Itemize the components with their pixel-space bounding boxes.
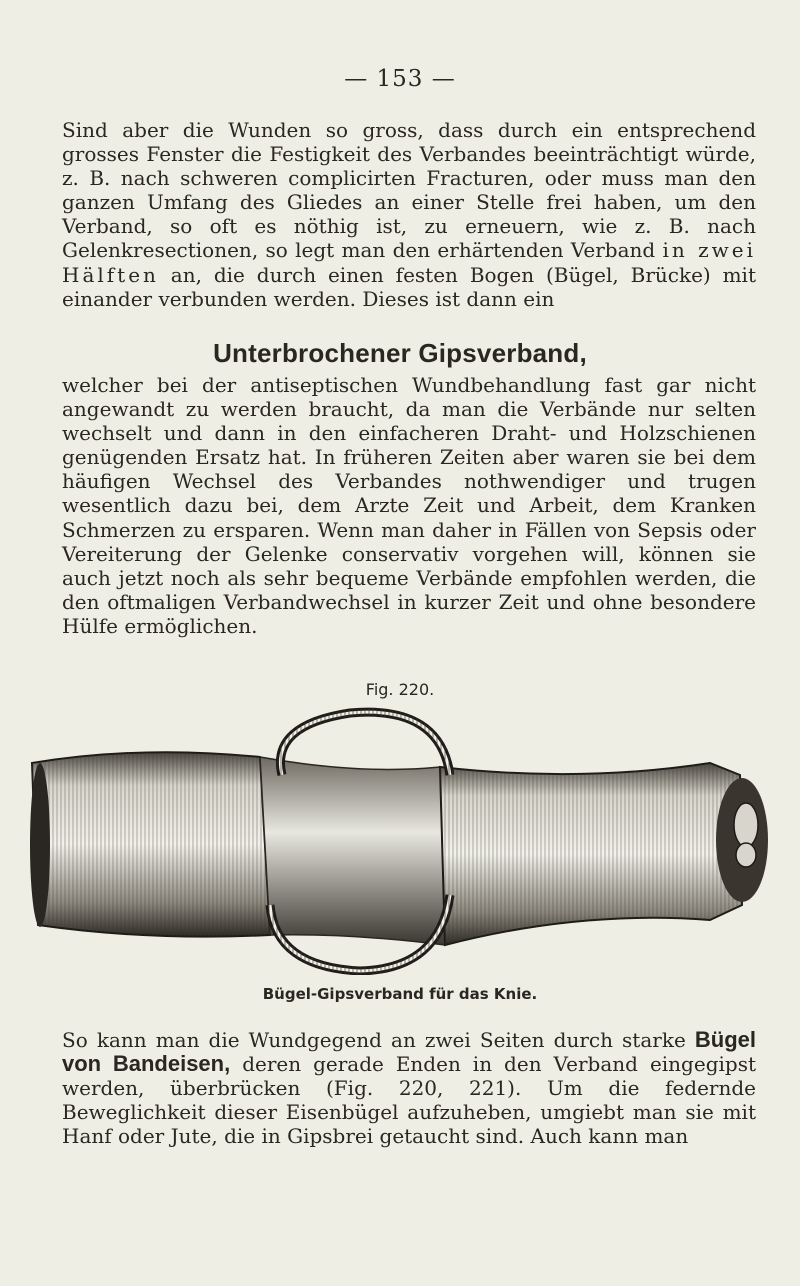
paragraph-3 (62, 1028, 756, 1148)
paragraph-3-text-a: So kann man die Wundgegend an zwei Seiten durch starke (62, 1028, 695, 1052)
section-heading: Unterbrochener Gipsverband, (213, 338, 587, 368)
right-cast-half (440, 763, 768, 945)
figure-caption: Bügel-Gipsverband für das Knie. (262, 985, 538, 1003)
figure-label: Fig. 220. (365, 680, 435, 699)
paragraph-1-spaced-text: in zwei Hälften (62, 238, 756, 287)
paragraph-1-text-b: an, die durch einen festen Bogen (Bügel, Brücke) mit einander verbunden werden. Dieses ist dann ein (62, 262, 756, 311)
paragraph-1 (62, 118, 756, 311)
left-cast-half (30, 752, 270, 936)
paragraph-2: welcher bei der antiseptischen Wundbehandlung fast gar nicht angewandt zu werden braucht, da man die Verbände nur selten wechselt und dann in den einfacheren Draht- und Holzschienen genügenden Ersatz hat. In früheren Zeiten aber waren sie bei dem häufigen Wechsel des Verbandes nothwendiger und trugen wesentlich dazu bei, dem Arzte Zeit und Arbeit, dem Kranken Schmerzen zu ersparen. Wenn man daher in Fällen von Sepsis oder Vereiterung der Gelenke conservativ vorgehen will, können sie auch jetzt noch als sehr bequeme Verbände empfohlen werden, die den oftmaligen Verbandwechsel in kurzer Zeit und ohne besondere Hülfe ermöglichen. (62, 373, 756, 638)
paragraph-3-emphasis: Bügel von Bandeisen, (62, 1027, 756, 1077)
knee-window (260, 757, 445, 945)
page-number: — 153 — (344, 66, 456, 92)
figure-knee-cast-illustration (20, 705, 780, 975)
paragraph-3-text-b: deren gerade Enden in den Verband eingegipst werden, überbrücken (Fig. 220, 221). Um die federnde Beweglichkeit dieser Eisenbügel aufzuheben, umgiebt man sie mit Hanf oder Jute, die in Gipsbrei getaucht sind. Auch kann man (62, 1052, 756, 1149)
paragraph-1-text-a: Sind aber die Wunden so gross, dass durch ein entsprechend grosses Fenster die Festigkeit des Verbandes beeinträchtigt würde, z. B. nach schweren complicirten Fracturen, oder muss man den ganzen Umfang des Gliedes an einer Stelle frei haben, um den Verband, so oft es nöthig ist, zu erneuern, wie z. B. nach Gelenkresectionen, so legt man den erhärtenden Verband (62, 118, 756, 263)
